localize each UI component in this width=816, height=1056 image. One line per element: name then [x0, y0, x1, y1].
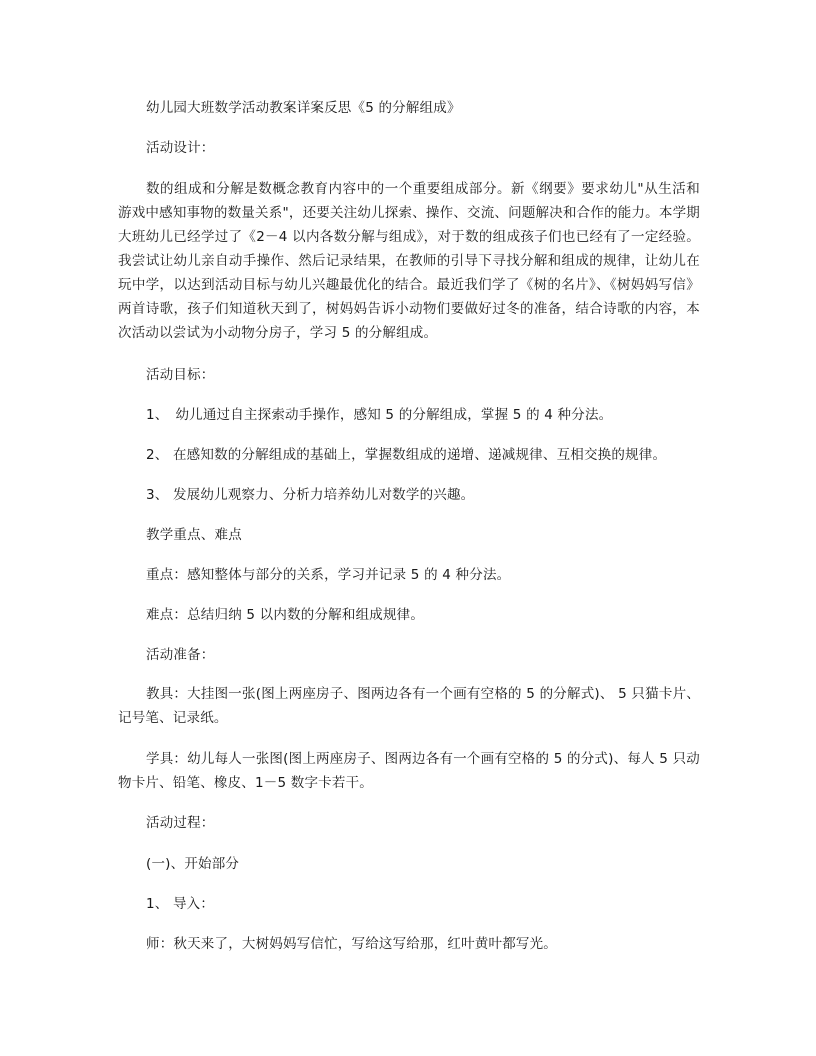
goals-heading: 活动目标： [146, 367, 215, 383]
design-body: 数的组成和分解是数概念教育内容中的一个重要组成部分。新《纲要》要求幼儿"从生活和游戏中感知事物的数量关系"，还要关注幼儿探索、操作、交流、问题解决和合作的能力。本学期大班幼儿已经学过了《2－4 以内各数分解与组成》，对于数的组成孩子们也已经有了一定经验。我尝试让幼儿亲自动手操作、然后记录结果，在教师的引导下寻找分解和组成的规律，让幼儿在玩中学，以达到活动目标与幼儿兴趣最优化的结合。最近我们学了《树的名片》、《树妈妈写信》两首诗歌，孩子们知道秋天到了，树妈妈告诉小动物们要做好过冬的准备，结合诗歌的内容，本次活动以尝试为小动物分房子，学习 5 的分解组成。 [118, 181, 700, 341]
key-point: 重点：感知整体与部分的关系，学习并记录 5 的 4 种分法。 [146, 567, 511, 583]
document-title: 幼儿园大班数学活动教案详案反思《5 的分解组成》 [146, 100, 461, 116]
teacher-tools: 教具：大挂图一张(图上两座房子、图两边各有一个画有空格的 5 的分解式)、 5 只猫卡片、记号笔、记录纸。 [118, 686, 700, 726]
goal-item-3: 3、 发展幼儿观察力、分析力培养幼儿对数学的兴趣。 [146, 487, 475, 503]
student-tools: 学具：幼儿每人一张图(图上两座房子、图两边各有一个画有空格的 5 的分式)、每人 5 只动物卡片、铅笔、橡皮、1－5 数字卡若干。 [118, 751, 700, 791]
key-heading: 教学重点、难点 [146, 527, 242, 543]
design-heading: 活动设计： [146, 140, 215, 156]
teacher-line: 师：秋天来了，大树妈妈写信忙，写给这写给那，红叶黄叶都写光。 [146, 936, 557, 952]
goal-item-2: 2、 在感知数的分解组成的基础上，掌握数组成的递增、递减规律、互相交换的规律。 [146, 447, 667, 463]
prep-heading: 活动准备： [146, 647, 215, 663]
section-1-heading: (一)、开始部分 [146, 856, 240, 872]
difficult-point: 难点：总结归纳 5 以内数的分解和组成规律。 [146, 607, 425, 623]
goal-item-1: 1、 幼儿通过自主探索动手操作，感知 5 的分解组成，掌握 5 的 4 种分法。 [146, 407, 613, 423]
process-heading: 活动过程： [146, 815, 215, 831]
step-1: 1、 导入： [146, 896, 215, 912]
